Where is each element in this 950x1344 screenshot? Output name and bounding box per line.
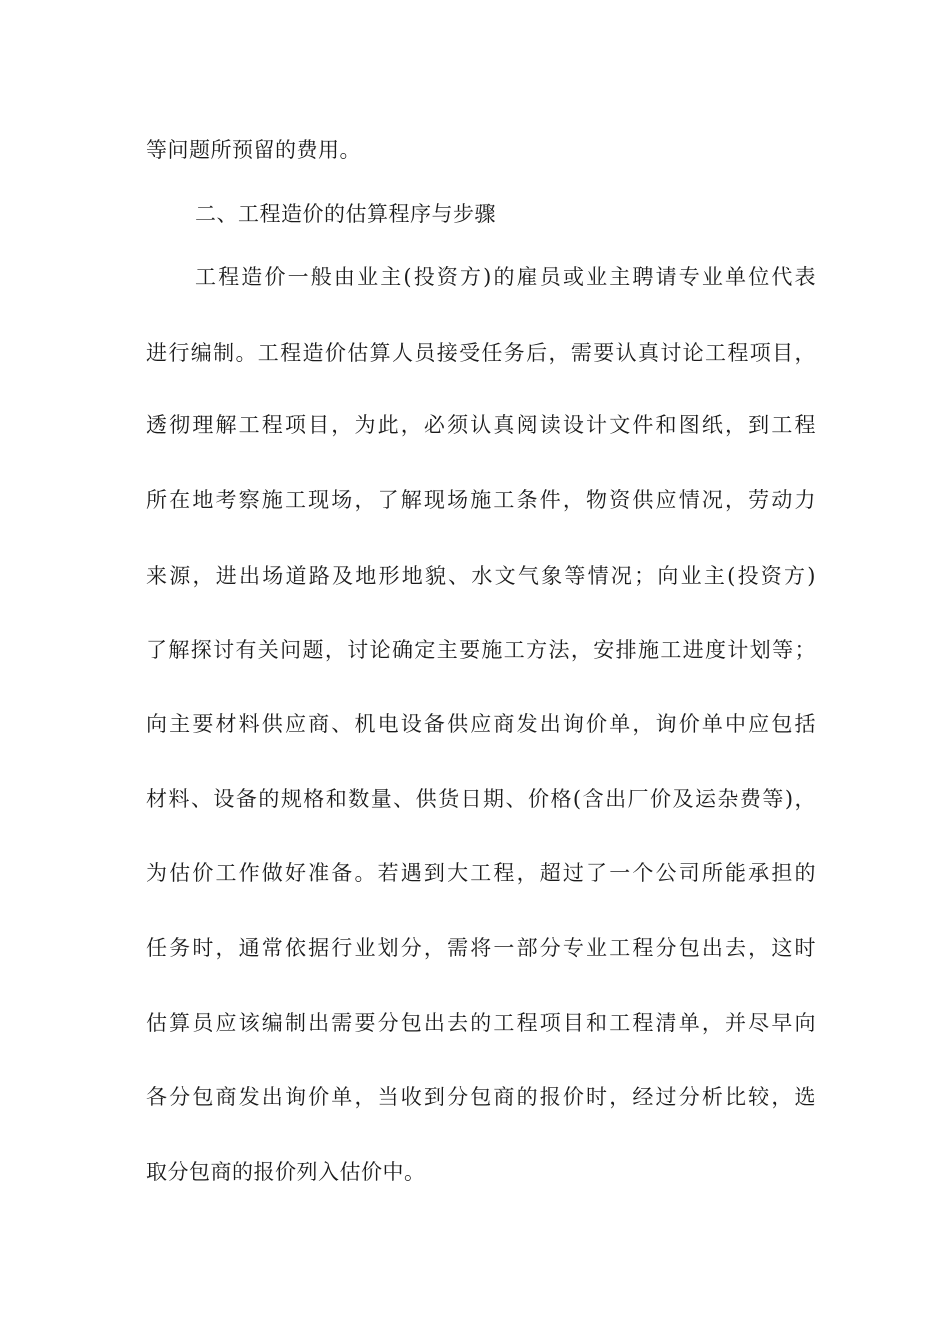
paragraph-line: 了解探讨有关问题，讨论确定主要施工方法，安排施工进度计划等； bbox=[146, 638, 816, 662]
paragraph-line: 向主要材料供应商、机电设备供应商发出询价单，询价单中应包括 bbox=[146, 712, 816, 736]
paragraph-line: 透彻理解工程项目，为此，必须认真阅读设计文件和图纸，到工程 bbox=[146, 413, 816, 437]
paragraph-line: 所在地考察施工现场，了解现场施工条件，物资供应情况，劳动力 bbox=[146, 488, 816, 512]
paragraph-line: 为估价工作做好准备。若遇到大工程，超过了一个公司所能承担的 bbox=[146, 861, 816, 885]
paragraph-line: 进行编制。工程造价估算人员接受任务后，需要认真讨论工程项目， bbox=[146, 341, 816, 365]
section-heading: 二、工程造价的估算程序与步骤 bbox=[195, 202, 496, 226]
paragraph-line: 估算员应该编制出需要分包出去的工程项目和工程清单，并尽早向 bbox=[146, 1011, 816, 1035]
paragraph-line: 任务时，通常依据行业划分，需将一部分专业工程分包出去，这时 bbox=[146, 936, 816, 960]
paragraph-line: 来源，进出场道路及地形地貌、水文气象等情况；向业主(投资方) bbox=[146, 564, 816, 588]
paragraph-last-line: 取分包商的报价列入估价中。 bbox=[146, 1160, 426, 1184]
paragraph-line: 各分包商发出询价单，当收到分包商的报价时，经过分析比较，选 bbox=[146, 1085, 816, 1109]
paragraph-line: 工程造价一般由业主(投资方)的雇员或业主聘请专业单位代表 bbox=[195, 265, 816, 289]
paragraph-continuation-line: 等问题所预留的费用。 bbox=[146, 138, 361, 162]
paragraph-line: 材料、设备的规格和数量、供货日期、价格(含出厂价及运杂费等)， bbox=[146, 787, 816, 811]
